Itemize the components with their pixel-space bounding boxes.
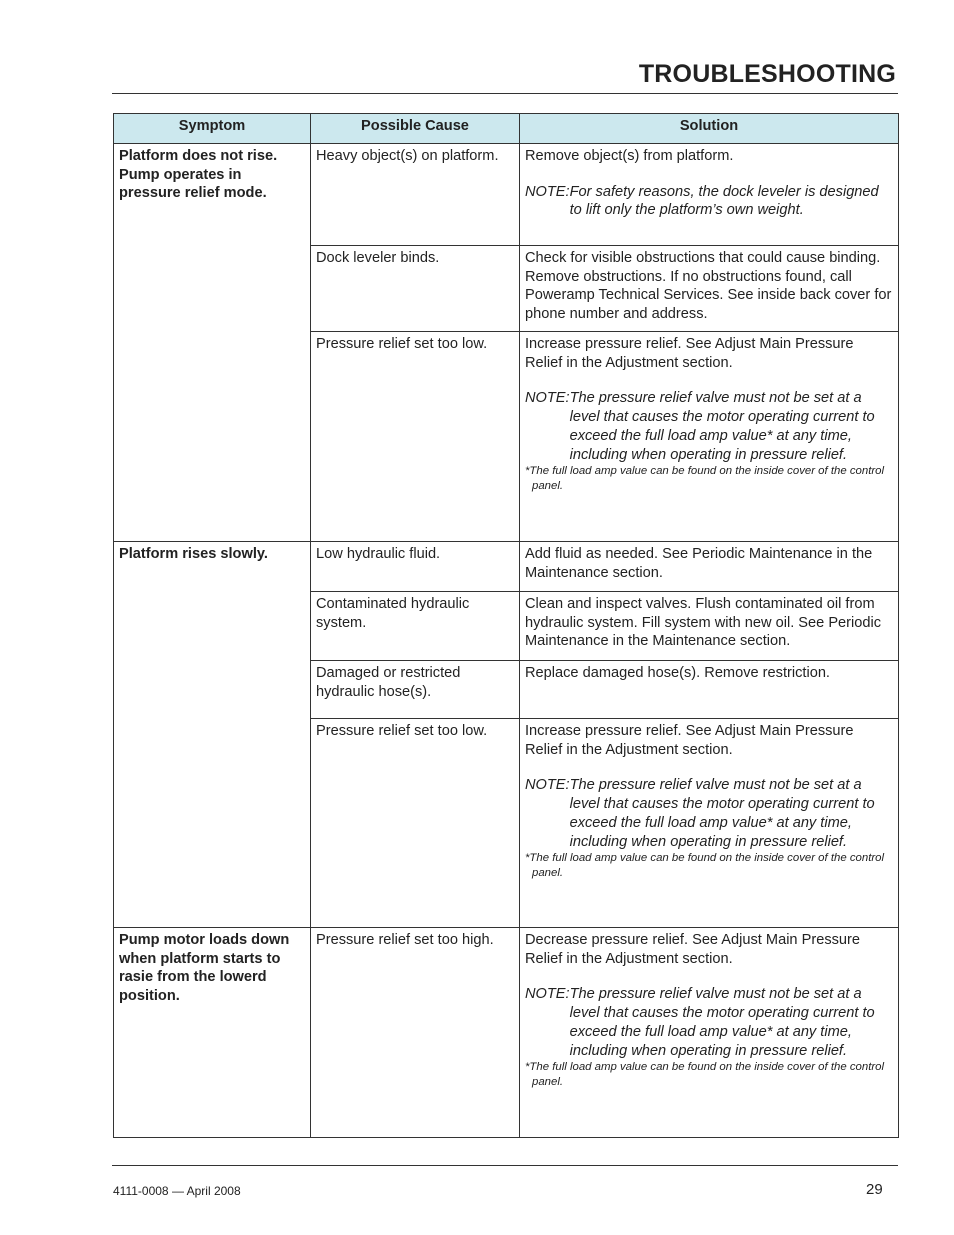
solution-text: Increase pressure relief. See Adjust Main Pressure Relief in the Adjustment section. [525,336,854,371]
solution-text: Remove object(s) from platform. [525,148,734,164]
cause-cell: Dock leveler binds. [311,246,520,332]
note-text: The pressure relief valve must not be set at a level that causes the motor operating current to exceed the full load amp value* at any time, including when operating in pressure relief. [569,777,875,850]
note [525,389,893,464]
note-label: NOTE: [525,390,570,407]
table-row [114,332,899,542]
symptom-cell: Pump motor loads down when platform starts to rasie from the lowerd position. [114,928,311,1138]
solution-text: Replace damaged hose(s). Remove restriction. [525,665,830,681]
cause-cell: Pressure relief set too low. [311,719,520,928]
note-label: NOTE: [525,183,570,200]
note [525,776,893,851]
cause-cell: Damaged or restricted hydraulic hose(s). [311,661,520,719]
solution-cell [520,928,899,1138]
table-row [114,661,899,719]
note [525,183,893,220]
header-rule [112,93,898,94]
footnote: *The full load amp value can be found on the inside cover of the control panel. [525,465,885,493]
symptom-cell: Platform does not rise. Pump operates in pressure relief mode. [114,144,311,246]
solution-cell [520,144,899,246]
solution-text: Check for visible obstructions that could cause binding. Remove obstructions. If no obstructions found, call Poweramp Technical Services. See inside back cover for phone number and address. [525,250,892,323]
table-header-row [114,114,899,144]
cause-cell: Low hydraulic fluid. [311,542,520,592]
table-row [114,542,899,592]
column-header-solution: Solution [520,114,899,144]
solution-text: Clean and inspect valves. Flush contaminated oil from hydraulic system. Fill system with new oil. See Periodic Maintenance in the Maintenance section. [525,596,882,650]
symptom-cell [114,332,311,542]
symptom-cell [114,661,311,719]
cause-cell: Contaminated hydraulic system. [311,592,520,661]
document-number: 4111-0008 — April 2008 [113,1184,241,1198]
table-row [114,928,899,1138]
symptom-cell [114,592,311,661]
solution-cell [520,719,899,928]
solution-cell [520,592,899,661]
cause-cell: Heavy object(s) on platform. [311,144,520,246]
note-text: For safety reasons, the dock leveler is designed to lift only the platform’s own weight. [569,183,879,219]
table-row [114,246,899,332]
troubleshooting-table [113,113,899,1138]
table-row [114,144,899,246]
cause-cell: Pressure relief set too low. [311,332,520,542]
solution-cell [520,246,899,332]
solution-text: Decrease pressure relief. See Adjust Main Pressure Relief in the Adjustment section. [525,932,861,967]
footnote: *The full load amp value can be found on the inside cover of the control panel. [525,852,885,880]
note-label: NOTE: [525,986,570,1003]
symptom-cell [114,719,311,928]
note-text: The pressure relief valve must not be set at a level that causes the motor operating current to exceed the full load amp value* at any time, including when operating in pressure relief. [569,390,875,463]
footnote: *The full load amp value can be found on the inside cover of the control panel. [525,1061,885,1089]
symptom-cell: Platform rises slowly. [114,542,311,592]
table-row [114,592,899,661]
page-number: 29 [866,1181,883,1198]
symptom-cell [114,246,311,332]
note [525,985,893,1060]
note-text: The pressure relief valve must not be set at a level that causes the motor operating current to exceed the full load amp value* at any time, including when operating in pressure relief. [569,986,875,1059]
table-row [114,719,899,928]
solution-text: Increase pressure relief. See Adjust Main Pressure Relief in the Adjustment section. [525,723,854,758]
solution-cell [520,332,899,542]
solution-cell [520,661,899,719]
footer-rule [112,1165,898,1166]
note-label: NOTE: [525,777,570,794]
column-header-symptom: Symptom [114,114,311,144]
solution-text: Add fluid as needed. See Periodic Maintenance in the Maintenance section. [525,546,873,581]
column-header-cause: Possible Cause [311,114,520,144]
solution-cell [520,542,899,592]
page-title: TROUBLESHOOTING [638,60,896,88]
cause-cell: Pressure relief set too high. [311,928,520,1138]
